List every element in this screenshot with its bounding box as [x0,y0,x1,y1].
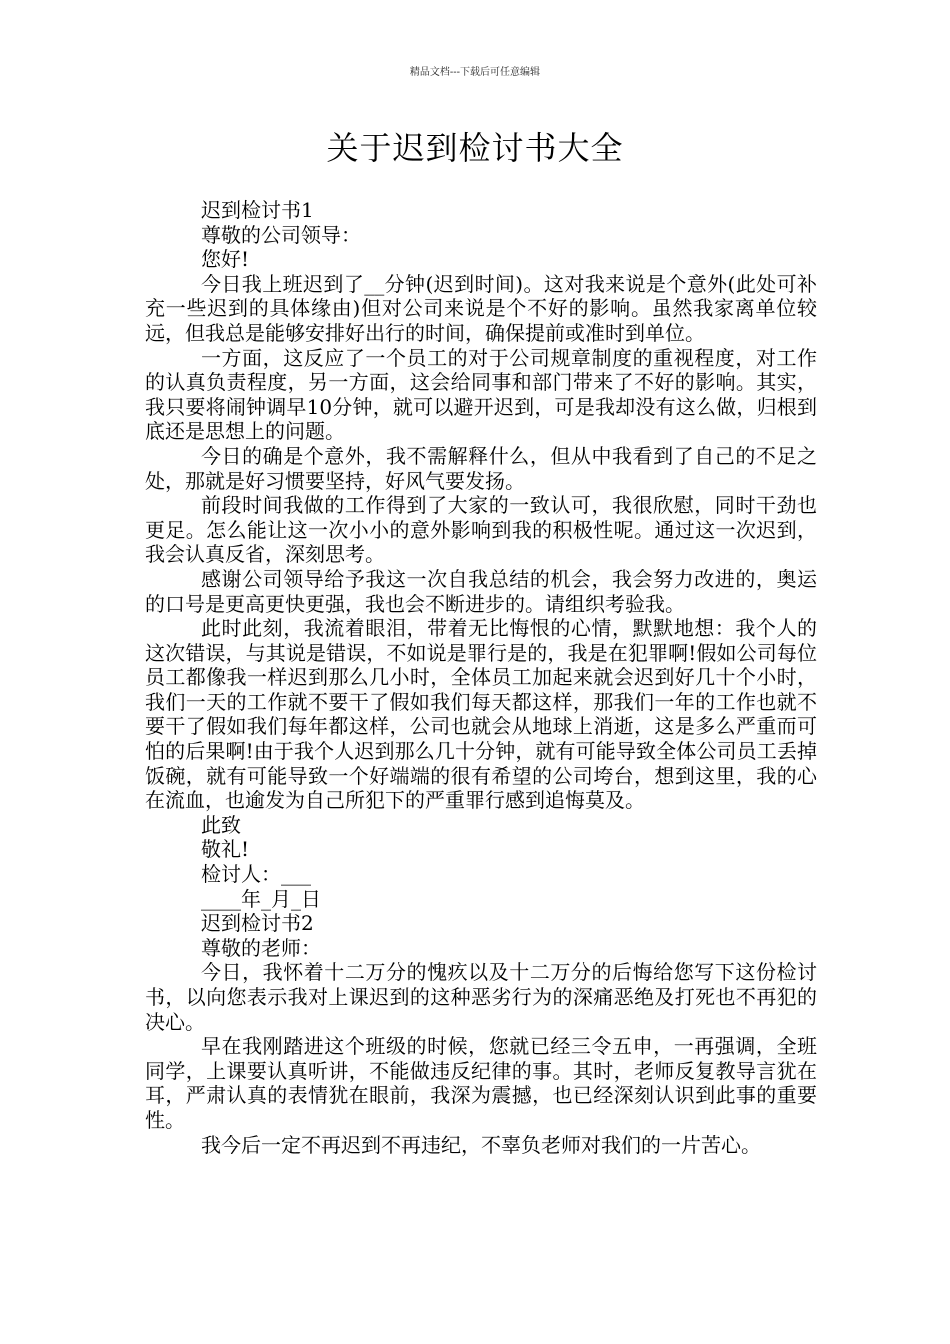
letter2-paragraph: 今日，我怀着十二万分的愧疚以及十二万分的后悔给您写下这份检讨书，以向您表示我对上课迟到的这种恶劣行为的深痛恶绝及打死也不再犯的决心。 [145,960,817,1034]
header-note: 精品文档---下载后可任意编辑 [409,67,541,78]
letter2-paragraph: 我今后一定不再迟到不再违纪，不辜负老师对我们的一片苦心。 [201,1132,761,1157]
letter1-salutation: 尊敬的公司领导： [201,222,361,247]
letter1-greeting: 您好! [201,247,250,272]
letter2-heading: 迟到检讨书2 [201,911,314,936]
letter1-paragraph: 前段时间我做的工作得到了大家的一致认可，我很欣慰，同时干劲也更足。怎么能让这一次小小的意外影响到我的积极性呢。通过这一次迟到，我会认真反省，深刻思考。 [145,493,817,567]
letter1-paragraph: 感谢公司领导给予我这一次自我总结的机会，我会努力改进的，奥运的口号是更高更快更强，我也会不断进步的。请组织考验我。 [145,566,817,616]
letter1-closing: 此致 [201,812,241,837]
letter1-date: ____年_月_日 [201,886,321,911]
letter1-paragraph: 一方面，这反应了一个员工的对于公司规章制度的重视程度，对工作的认真负责程度，另一方面，这会给同事和部门带来了不好的影响。其实，我只要将闹钟调早10分钟，就可以避开迟到，可是我却没有这么做，归根到底还是思想上的问题。 [145,345,817,444]
letter1-signature: 检讨人：___ [201,862,311,887]
letter1-paragraph: 今日我上班迟到了__分钟(迟到时间)。这对我来说是个意外(此处可补充一些迟到的具体缘由)但对公司来说是个不好的影响。虽然我家离单位较远，但我总是能够安排好出行的时间，确保提前或准时到单位。 [145,271,817,345]
letter2-paragraph: 早在我刚踏进这个班级的时候，您就已经三令五申，一再强调，全班同学，上课要认真听讲，不能做违反纪律的事。其时，老师反复教导言犹在耳，严肃认真的表情犹在眼前，我深为震撼，也已经深刻认识到此事的重要性。 [145,1034,817,1132]
letter1-heading: 迟到检讨书1 [201,198,314,222]
letter1-paragraph: 今日的确是个意外，我不需解释什么，但从中我看到了自己的不足之处，那就是好习惯要坚持，好风气要发扬。 [145,443,817,493]
letter1-paragraph: 此时此刻，我流着眼泪，带着无比悔恨的心情，默默地想：我个人的这次错误，与其说是错误，不如说是罪行是的，我是在犯罪啊!假如公司每位员工都像我一样迟到那么几小时，全体员工加起来就会迟到好几十个小时，我们一天的工作就不要干了假如我们每天都这样，那我们一年的工作也就不要干了假如我们每年都这样，公司也就会从地球上消逝，这是多么严重而可怕的后果啊!由于我个人迟到那么几十分钟，就有可能导致全体公司员工丢掉饭碗，就有可能导致一个好端端的很有希望的公司垮台，想到这里，我的心在流血，也逾发为自己所犯下的严重罪行感到追悔莫及。 [145,616,817,813]
letter1-regards: 敬礼! [201,837,250,862]
document-body [145,198,817,1157]
document-title: 关于迟到检讨书大全 [326,129,624,167]
letter2-salutation: 尊敬的老师： [201,935,321,960]
